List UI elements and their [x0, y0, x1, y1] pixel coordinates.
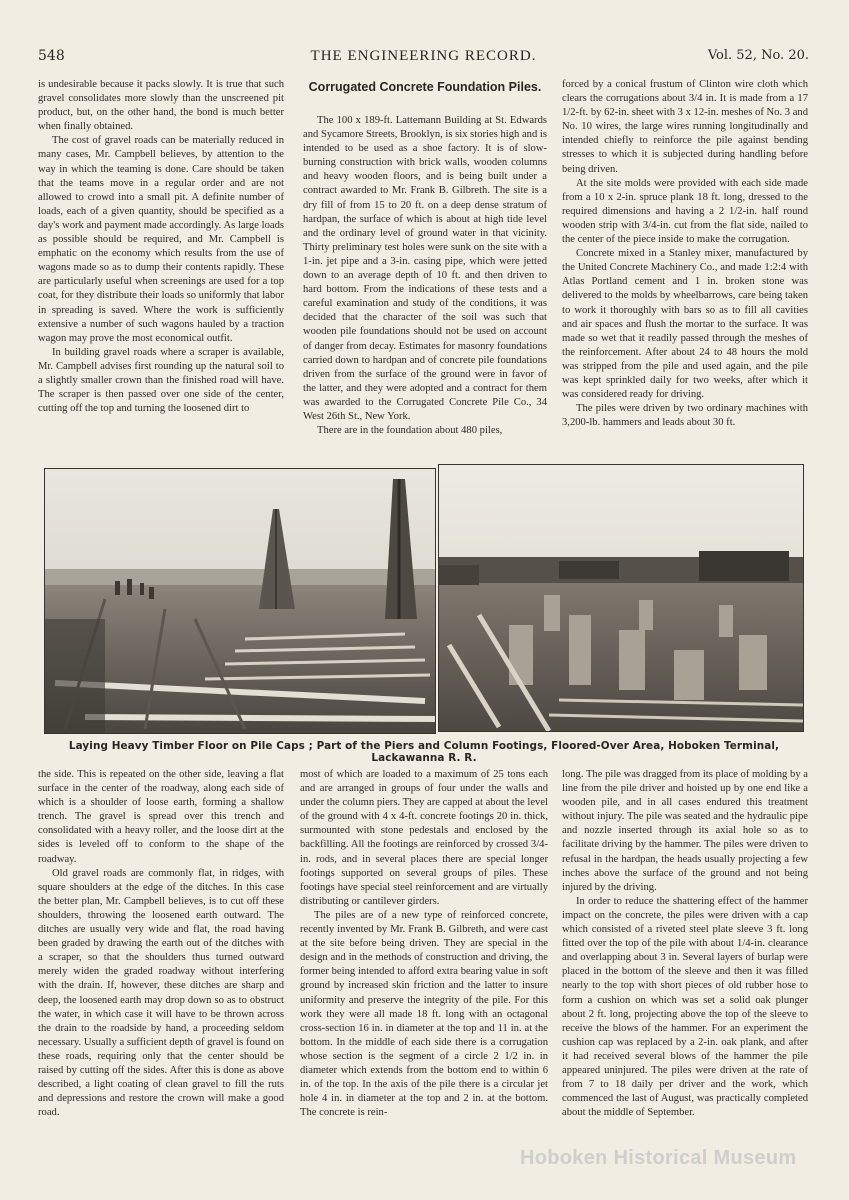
paragraph: There are in the foundation about 480 piles, — [317, 425, 503, 437]
photo-piers-footings — [438, 464, 804, 732]
page-header — [38, 48, 809, 70]
volume-number: Vol. 52, No. 20. — [707, 48, 809, 63]
paragraph: Concrete mixed in a Stanley mixer, manufactured by the United Concrete Machinery Co., and made 1:2:4 with Atlas Portland cement and 1 in. broken stone was delivered to the molds by wheelbarrows, care being taken to work it thoroughly with bars so as to fill all cavities and air spaces and flush the mortar to the surface. It was made so wet that it readily passed through the meshes of the reinforcement. After about 24 to 48 hours the mold was stripped from the pile and used again, and the pile was kept sprinkled daily for two weeks, after which it was considered ready for driving. — [562, 248, 808, 401]
paragraph: forced by a conical frustum of Clinton wire cloth which clears the corrugations about 3/4 in. It is made from a 17 1/2-ft. by 62-in. sheet with 3 x 12-in. meshes of No. 3 and No. 10 wires, the large wires running longitudinally and intended chiefly to reinforce the pile against bending stresses to which it is subjected during handling before being driven. — [562, 79, 808, 175]
figure-caption: Laying Heavy Timber Floor on Pile Caps ; Part of the Piers and Column Footings, Floored-Over Area, Hoboken Terminal, Lackawanna R. R. — [68, 740, 780, 764]
column-bottom-middle — [300, 768, 548, 1148]
paragraph: is undesirable because it packs slowly. It is true that such gravel consolidates more slowly than the unscreened pit product, but, on the other hand, the bond is much better when finally obtained. — [38, 79, 284, 133]
photo-timber-floor-image — [45, 469, 435, 733]
paragraph: The piles were driven by two ordinary machines with 3,200-lb. hammers and leads about 30 ft. — [562, 403, 808, 429]
article-title: Corrugated Concrete Foundation Piles. — [308, 80, 542, 94]
paragraph: Old gravel roads are commonly flat, in ridges, with square shoulders at the edge of the ditches. In this case the better plan, Mr. Campbell believes, is to cut off these shoulders, throwing the loosened earth outward. The ditches are usually very wide and flat, the road having been graded by drawing the earth out of the ditches with a scraper, so that the shoulders thus turned outward merely widen the graded roadway without interfering with the drain. If, however, these ditches are sharp and deep, the loosened earth may drop down so as to obstruct the water, in which case it will have to be thrown across the drain to the roadside by hand, a proceeding seldom necessary. Usually a sufficient depth of gravel is found on these roads, requiring only that the center should be raised by cutting off the sides. After this is done as above described, a light coating of clean gravel to fill the ruts and depressions and restore the crown will make a good road. — [38, 867, 284, 1119]
paragraph: most of which are loaded to a maximum of 25 tons each and are arranged in groups of four under the walls and under the column piers. They are capped at about the level of the ground with 4 x 4-ft. concrete footings 20 in. thick, surmounted with stone pedestals and enclosed by the backfilling. All the footings are reinforced by crossed 3/4-in. rods, and in several places there are special longer footings supported on several groups of piles. These footings have special steel reinforcement and are virtually distributing or cantilever girders. — [300, 769, 548, 907]
column-bottom-right — [562, 768, 808, 1148]
photo-piers-footings-image — [439, 465, 803, 731]
museum-watermark: Hoboken Historical Museum — [520, 1147, 797, 1169]
column-top-right — [562, 78, 808, 458]
column-top-left — [38, 78, 284, 458]
column-bottom-left — [38, 768, 284, 1148]
publication-title: THE ENGINEERING RECORD. — [310, 48, 537, 64]
paragraph: The 100 x 189-ft. Lattemann Building at St. Edwards and Sycamore Streets, Brooklyn, is six stories high and is intended to be used as a shoe factory. It is of slow-burning construction with brick walls, wooden columns and heavy wooden floors, and is being built under a contract awarded to Mr. Frank B. Gilbreth. The site is a dry fill of from 15 to 20 ft. on a deep dense stratum of hardpan, the surface of which is about at high tide level and the ordinary level of ground water in that vicinity. Thirty preliminary test holes were sunk on the site with a 1-in. jet pipe and a 3-in. casing pipe, which were jetted down to an average depth of 10 ft. and then driven to hard bottom. From the indications of these tests and a careful examination and study of the conditions, it was decided that the character of the soil was such that wooden pile foundations should not be used on account of danger from decay. Estimates for masonry foundations carried down to hardpan and of concrete pile foundations driven from the surface of the ground were in favor of the latter, and they were adopted and a contract for them was awarded to the Corrugated Concrete Pile Co., 34 West 26th St., New York. — [303, 115, 547, 422]
column-top-middle — [303, 114, 547, 458]
paragraph: In building gravel roads where a scraper is available, Mr. Campbell advises first rounding up the natural soil to a slightly smaller crown than the finished road will have. The scraper is then passed over one side of the center, cutting off the top and turning the loosened dirt to — [38, 346, 284, 415]
photo-timber-floor — [44, 468, 436, 734]
paragraph: At the site molds were provided with each side made from a 10 x 2-in. spruce plank 18 ft. long, dressed to the required dimensions and having a 2 1/2-in. half round wooden strip with 3/4-in. cut from the flat side, nailed to the center of the piece inside to make the corrugation. — [562, 177, 808, 246]
paragraph: long. The pile was dragged from its place of molding by a line from the pile driver and hoisted up by one end like a wooden pile, and in all cases endured this treatment without injury. The pile was seated and the hydraulic pipe and nozzle inserted through its axial hole so as to facilitate driving by the hammer. The piles were driven to refusal in the hardpan, the heads usually projecting a few inches above the surface of the ground and not being injured by the driving. — [562, 769, 808, 893]
paragraph: In order to reduce the shattering effect of the hammer impact on the concrete, the piles were driven with a cap which consisted of a riveted steel plate sleeve 3 ft. long fitted over the top of the pile with about 1/4-in. clearance and overlapping about 3 in. Several layers of burlap were placed in the bottom of the sleeve and then it was filled nearly to the top with short pieces of old rubber hose to form a cushion on which was set a solid oak plunger about 2 ft. long, projecting above the top of the sleeve to receive the blows of the hammer. For an experiment the cushion cap was replaced by a 2-in. oak plank, and after it had received several blows of the hammer the pile appeared uninjured. The piles were driven at the rate of from 7 to 18 daily per driver and the work, which commenced the last of August, was practically completed about the middle of September. — [562, 895, 808, 1119]
paragraph: The cost of gravel roads can be materially reduced in many cases, Mr. Campbell believes, by attention to the way in which the teaming is done. Care should be taken that the teams move in a regular order and are not allowed to crowd into a small pit. A definite number of loads, each of a given quantity, should be specified as a day's work and payment made accordingly. As large loads as possible should be required, and Mr. Campbell is emphatic on the economy which results from the use of wagons made so as to dump their contents rapidly. These are particularly useful when screenings are used for a top coat, for they distribute their loads so uniformly that labor in spreading is saved. Where the work is sufficiently extensive a number of such wagons hauled by a traction wagon may prove the most economical outfit. — [38, 135, 284, 344]
page-number: 548 — [38, 48, 65, 64]
paragraph: the side. This is repeated on the other side, leaving a flat surface in the center of the roadway, along each side of which is a shoulder of loose earth, forming a shallow trench. The gravel is spread over this trench and consolidated with a heavy roller, and the loose dirt at the sides is leveled off to conform to the shape of the roadway. — [38, 769, 284, 865]
paragraph: The piles are of a new type of reinforced concrete, recently invented by Mr. Frank B. Gilbreth, and were cast at the site before being driven. They are special in the design and in the methods of construction and driving, the former being intended to afford extra bearing value in soft ground by increased skin friction and the latter to insure uniformity and preserve the integrity of the pile. For this work they were all made 18 ft. long with an octagonal cross-section 16 in. in diameter at the top and 11 in. at the bottom. In the middle of each side there is a corrugation whose section is the segment of a circle 2 1/2 in. in diameter which extends from the bottom end to within 6 in. of the top. In the axis of the pile there is a circular jet hole 4 in. in diameter at the top and 2 in. at the bottom. The concrete is rein- — [300, 909, 548, 1119]
